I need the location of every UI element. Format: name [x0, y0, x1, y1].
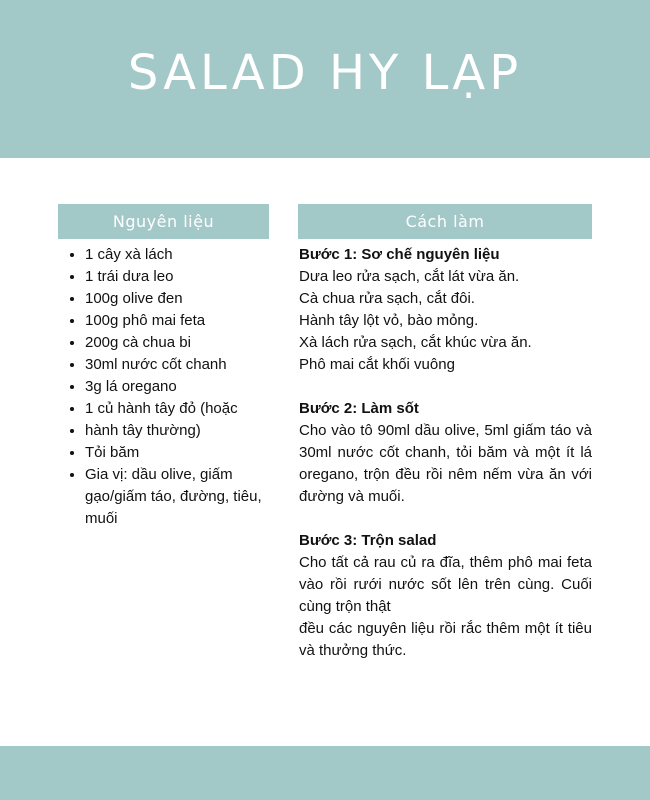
step-line: Dưa leo rửa sạch, cắt lát vừa ăn. — [299, 268, 520, 285]
page-title: SALAD HY LẠP — [127, 45, 523, 101]
ingredient-item: • hành tây thường) — [85, 420, 285, 442]
step-3 — [299, 530, 592, 662]
step-line: Phô mai cắt khối vuông — [299, 356, 455, 373]
ingredients-heading: Nguyên liệu — [58, 204, 269, 239]
ingredient-item: • 100g olive đen — [85, 288, 285, 310]
step-title: Bước 2: Làm sốt — [299, 400, 419, 417]
step-1 — [299, 244, 592, 376]
step-line: Cho tất cả rau củ ra đĩa, thêm phô mai feta vào rồi rưới nước sốt lên trên cùng. Cuối cùng trộn thật — [299, 554, 592, 615]
ingredient-item: • 1 củ hành tây đỏ (hoặc — [85, 398, 285, 420]
ingredient-item: • 30ml nước cốt chanh — [85, 354, 285, 376]
ingredient-item: • 200g cà chua bi — [85, 332, 285, 354]
step-line: Xà lách rửa sạch, cắt khúc vừa ăn. — [299, 334, 532, 351]
step-line: đều các nguyên liệu rồi rắc thêm một ít tiêu và thưởng thức. — [299, 620, 592, 659]
ingredient-item: • Tỏi băm — [85, 442, 285, 464]
ingredient-item: • 1 cây xà lách — [85, 244, 285, 266]
ingredient-item: • 1 trái dưa leo — [85, 266, 285, 288]
step-title: Bước 3: Trộn salad — [299, 532, 437, 549]
ingredient-item: • 3g lá oregano — [85, 376, 285, 398]
step-line: Cho vào tô 90ml dầu olive, 5ml giấm táo và 30ml nước cốt chanh, tỏi băm và một ít lá oregano, trộn đều rồi nêm nếm vừa ăn với đường và muối. — [299, 422, 592, 505]
ingredients-list — [66, 244, 285, 530]
method-steps — [299, 244, 592, 684]
step-line: Hành tây lột vỏ, bào mỏng. — [299, 312, 479, 329]
step-title: Bước 1: Sơ chế nguyên liệu — [299, 246, 500, 263]
step-line: Cà chua rửa sạch, cắt đôi. — [299, 290, 475, 307]
footer-band — [0, 746, 650, 800]
ingredient-item: • 100g phô mai feta — [85, 310, 285, 332]
ingredient-item: • Gia vị: dầu olive, giấm gạo/giấm táo, đường, tiêu, muối — [85, 464, 285, 530]
method-heading: Cách làm — [298, 204, 592, 239]
header-banner — [0, 0, 650, 158]
step-2 — [299, 398, 592, 508]
